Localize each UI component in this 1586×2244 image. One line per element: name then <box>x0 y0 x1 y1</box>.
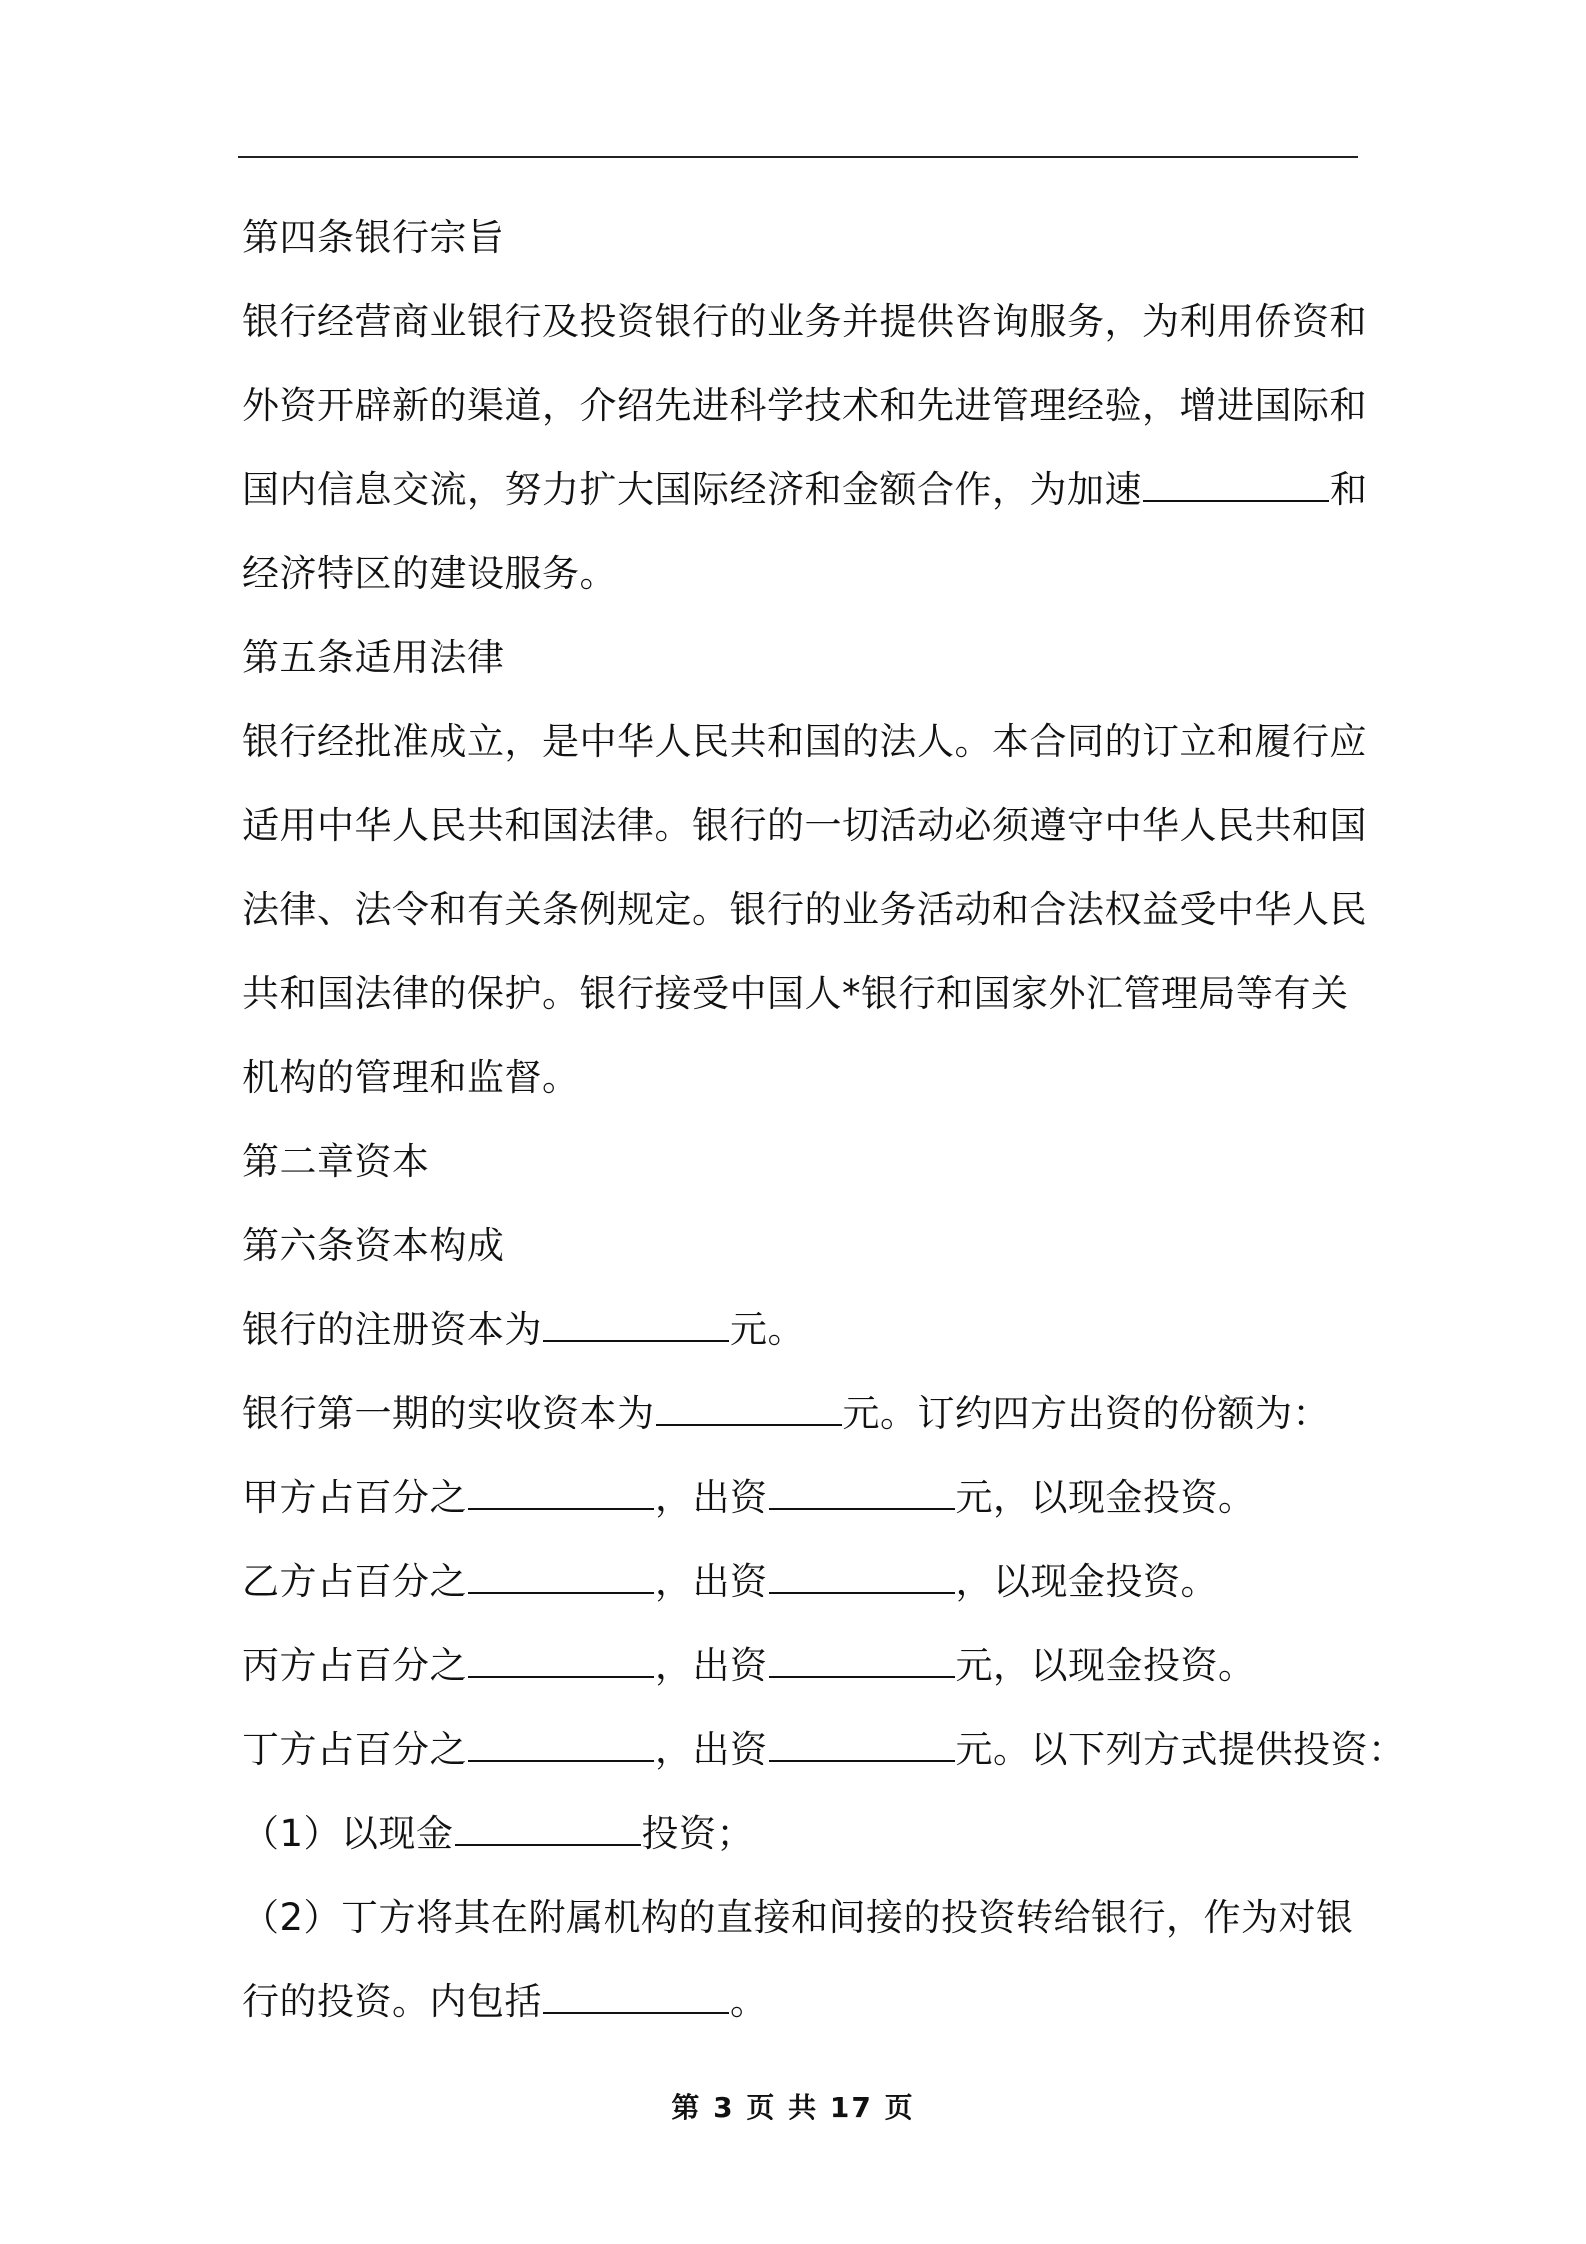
text-segment: 第六条资本构成 <box>242 1224 505 1267</box>
fill-in-blank <box>468 1478 654 1510</box>
text-segment: 丙方占百分之 <box>242 1644 467 1687</box>
fill-in-blank <box>769 1646 955 1678</box>
text-segment: 和 <box>1330 468 1368 511</box>
text-segment: ，出资 <box>655 1644 768 1687</box>
header-divider <box>238 156 1358 158</box>
text-segment: ，以现金投资。 <box>955 1560 1218 1603</box>
text-line <box>242 784 1367 868</box>
fill-in-blank <box>468 1562 654 1594</box>
document-body <box>242 196 1406 2044</box>
text-line <box>242 448 1368 532</box>
text-segment: 经济特区的建设服务。 <box>242 552 617 595</box>
fill-in-blank <box>769 1562 955 1594</box>
text-line <box>242 1540 1358 1624</box>
text-segment: 投资； <box>641 1812 755 1855</box>
text-line <box>242 1036 1358 1120</box>
fill-in-blank <box>543 1982 729 2014</box>
text-segment: 元。 <box>730 1308 805 1351</box>
fill-in-blank <box>769 1730 955 1762</box>
text-segment: 银行经营商业银行及投资银行的业务并提供咨询服务，为利用侨资和 <box>242 300 1367 343</box>
text-line <box>242 1120 1358 1204</box>
fill-in-blank <box>656 1394 842 1426</box>
text-segment: 第二章资本 <box>242 1140 430 1183</box>
text-line <box>242 364 1367 448</box>
text-segment: 国内信息交流，努力扩大国际经济和金额合作，为加速 <box>242 468 1142 511</box>
fill-in-blank <box>468 1646 654 1678</box>
text-segment: 元。以下列方式提供投资： <box>955 1728 1406 1771</box>
text-segment: 适用中华人民共和国法律。银行的一切活动必须遵守中华人民共和国 <box>242 804 1367 847</box>
text-segment: 元，以现金投资。 <box>955 1476 1256 1519</box>
text-line <box>242 868 1367 952</box>
text-segment: ，出资 <box>655 1728 768 1771</box>
text-segment: 第四条银行宗旨 <box>242 216 505 259</box>
text-segment: 元。订约四方出资的份额为： <box>842 1392 1330 1435</box>
text-segment: 银行经批准成立，是中华人民共和国的法人。本合同的订立和履行应 <box>242 720 1367 763</box>
text-line <box>242 1456 1358 1540</box>
text-segment: 共和国法律的保护。银行接受中国人*银行和国家外汇管理局等有关 <box>242 972 1349 1015</box>
fill-in-blank <box>1143 470 1329 502</box>
text-line <box>242 532 1358 616</box>
text-line <box>242 1288 1358 1372</box>
text-segment: 外资开辟新的渠道，介绍先进科学技术和先进管理经验，增进国际和 <box>242 384 1367 427</box>
text-segment: 。 <box>730 1980 768 2023</box>
text-line <box>242 1204 1358 1288</box>
text-line <box>242 196 1358 280</box>
text-segment: （2）丁方将其在附属机构的直接和间接的投资转给银行，作为对银 <box>242 1896 1354 1939</box>
fill-in-blank <box>769 1478 955 1510</box>
fill-in-blank <box>543 1310 729 1342</box>
text-line <box>242 952 1358 1036</box>
text-line <box>242 1960 1358 2044</box>
text-segment: ，出资 <box>655 1560 768 1603</box>
text-segment: 银行的注册资本为 <box>242 1308 542 1351</box>
text-line <box>242 280 1367 364</box>
fill-in-blank <box>455 1814 641 1846</box>
text-line <box>242 1792 1358 1876</box>
text-line <box>242 1624 1358 1708</box>
page-number-footer: 第 3 页 共 17 页 <box>671 2091 915 2124</box>
fill-in-blank <box>468 1730 654 1762</box>
text-segment: 乙方占百分之 <box>242 1560 467 1603</box>
text-segment: 第五条适用法律 <box>242 636 505 679</box>
text-segment: ，出资 <box>655 1476 768 1519</box>
text-segment: 机构的管理和监督。 <box>242 1056 580 1099</box>
text-segment: （1）以现金 <box>242 1812 454 1855</box>
text-segment: 甲方占百分之 <box>242 1476 467 1519</box>
text-segment: 行的投资。内包括 <box>242 1980 542 2023</box>
text-line <box>242 700 1367 784</box>
text-segment: 丁方占百分之 <box>242 1728 467 1771</box>
text-segment: 银行第一期的实收资本为 <box>242 1392 655 1435</box>
text-line <box>242 616 1358 700</box>
text-line <box>242 1876 1358 1960</box>
text-segment: 元，以现金投资。 <box>955 1644 1256 1687</box>
text-line <box>242 1372 1358 1456</box>
text-segment: 法律、法令和有关条例规定。银行的业务活动和合法权益受中华人民 <box>242 888 1367 931</box>
text-line <box>242 1708 1406 1792</box>
